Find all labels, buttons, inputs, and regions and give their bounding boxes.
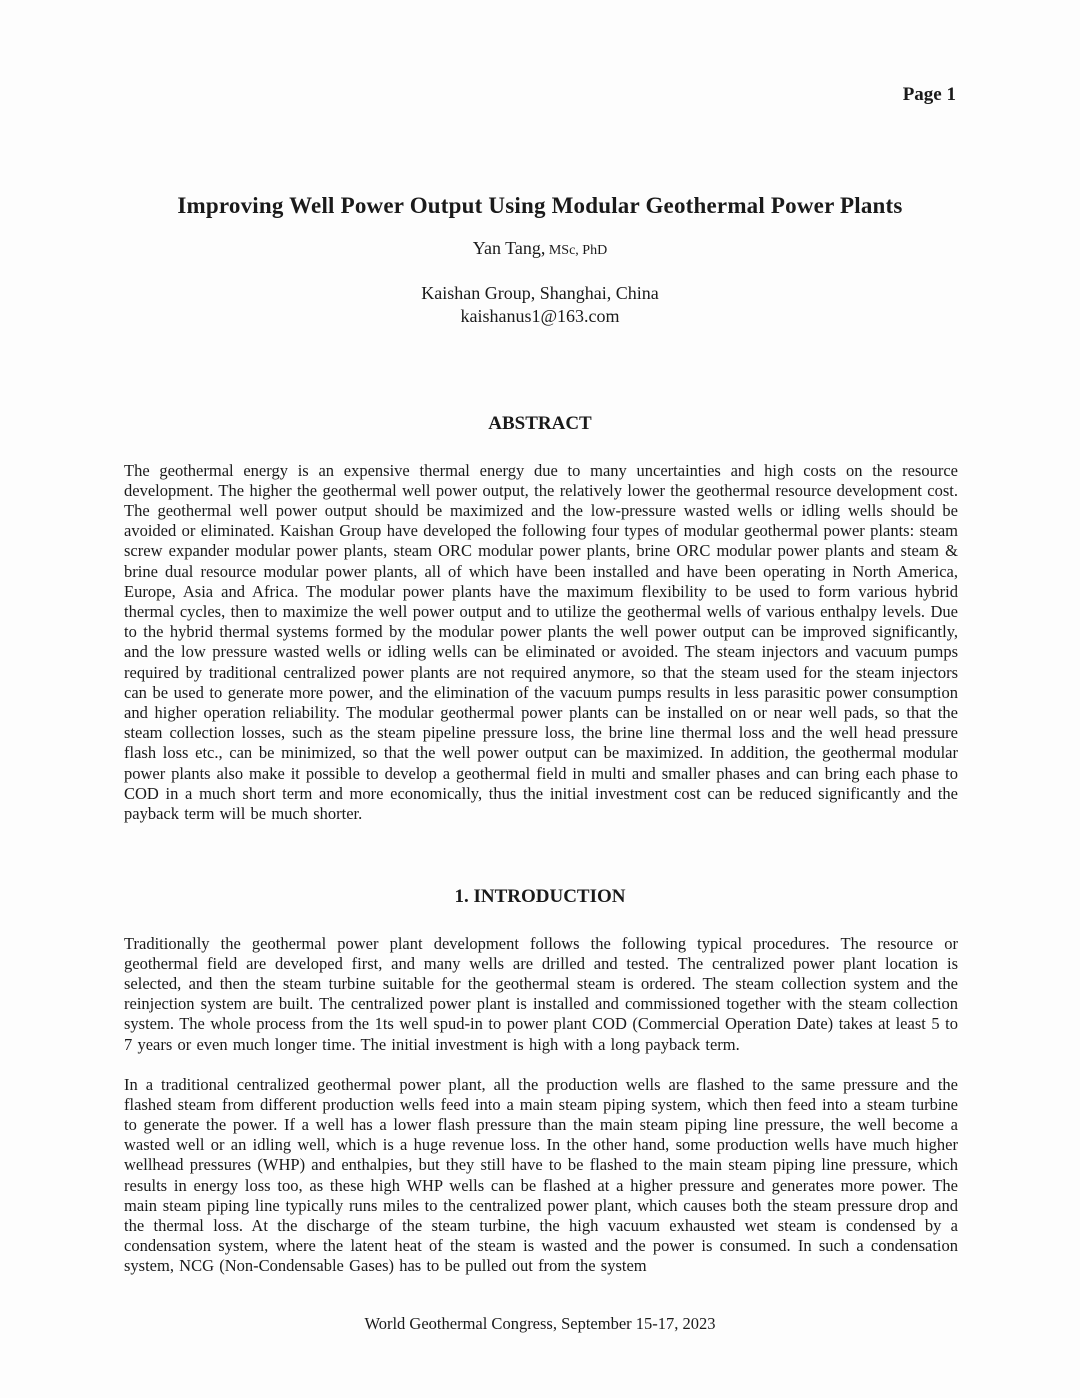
affiliation-block (0, 282, 1080, 328)
introduction-paragraph-1: Traditionally the geothermal power plant development follows the following typical procedures. The resource or geothermal field are developed first, and many wells are drilled and tested. The centralized power plant location is selected, and then the steam turbine suitable for the geothermal steam is ordered. The steam collection system and the reinjection system are built. The centralized power plant is installed and commissioned together with the steam collection system. The whole process from the 1ts well spud-in to power plant COD (Commercial Operation Date) takes at least 5 to 7 years or even much longer time. The initial investment is high with a long payback term. (124, 933, 958, 1054)
author-byline (0, 238, 1080, 259)
abstract-paragraph: The geothermal energy is an expensive thermal energy due to many uncertainties and high costs on the resource development. The higher the geothermal well power output, the relatively lower the geothermal resource development cost. The geothermal well power output should be maximized and the low-pressure wasted wells or idling wells should be avoided or eliminated. Kaishan Group have developed the following four types of modular geothermal power plants: steam screw expander modular power plants, steam ORC modular power plants, brine ORC modular power plants and steam & brine dual resource modular power plants, all of which have been installed and have been operating in North America, Europe, Asia and Africa. The modular power plants have the maximum flexibility to be used to form various hybrid thermal cycles, then to maximize the well power output and to utilize the geothermal wells of various enthalpy levels. Due to the hybrid thermal systems formed by the modular power plants the well power output can be improved significantly, and the low pressure wasted wells or idling wells can be eliminated or avoided. The steam injectors and vacuum pumps required by traditional centralized power plants are not required anymore, so that the steam used for the steam injectors can be used to generate more power, and the elimination of the vacuum pumps results in less parasitic power consumption and higher operation reliability. The modular geothermal power plants can be installed on or near well pads, so that the steam collection losses, such as the steam pipeline pressure loss, the brine line thermal loss and the well head pressure flash loss etc., can be minimized, so that the well power output can be maximized. In addition, the geothermal modular power plants also make it possible to develop a geothermal field in multi and smaller phases and can bring each phase to COD in a much short term and more economically, thus the initial investment cost can be reduced significantly and the payback term will be much shorter. (124, 460, 958, 823)
author-name: Yan Tang, (472, 238, 546, 258)
author-credentials: MSc, PhD (545, 243, 608, 258)
affiliation: Kaishan Group, Shanghai, China (421, 283, 659, 303)
paper-title: Improving Well Power Output Using Modular Geothermal Power Plants (177, 193, 903, 219)
abstract-heading: ABSTRACT (488, 412, 592, 434)
introduction-paragraph-2: In a traditional centralized geothermal power plant, all the production wells are flashed to the same pressure and the flashed steam from different production wells feed into a main steam piping system, which then feed into a steam turbine to generate the power. If a well has a lower flash pressure than the main steam piping line pressure, the well become a wasted well or an idling well, which is a huge revenue loss. In the other hand, some production wells have much higher wellhead pressures (WHP) and enthalpies, but they still have to be flashed to the main steam piping line pressure, which results in energy loss too, as these high WHP wells can be flashed at a higher pressure and generates more power. The main steam piping line typically runs miles to the centralized power plant, which causes both the steam pressure drop and the thermal loss. At the discharge of the steam turbine, the high vacuum exhausted wet steam is condensed by a condensation system, where the latent heat of the steam is wasted and the power is consumed. In such a condensation system, NCG (Non-Condensable Gases) has to be pulled out from the system (124, 1074, 958, 1276)
footer-conference-line: World Geothermal Congress, September 15-17, 2023 (364, 1314, 716, 1333)
author-email: kaishanus1@163.com (460, 306, 620, 326)
introduction-heading: 1. INTRODUCTION (454, 885, 626, 907)
page-number: Page 1 (902, 84, 956, 105)
